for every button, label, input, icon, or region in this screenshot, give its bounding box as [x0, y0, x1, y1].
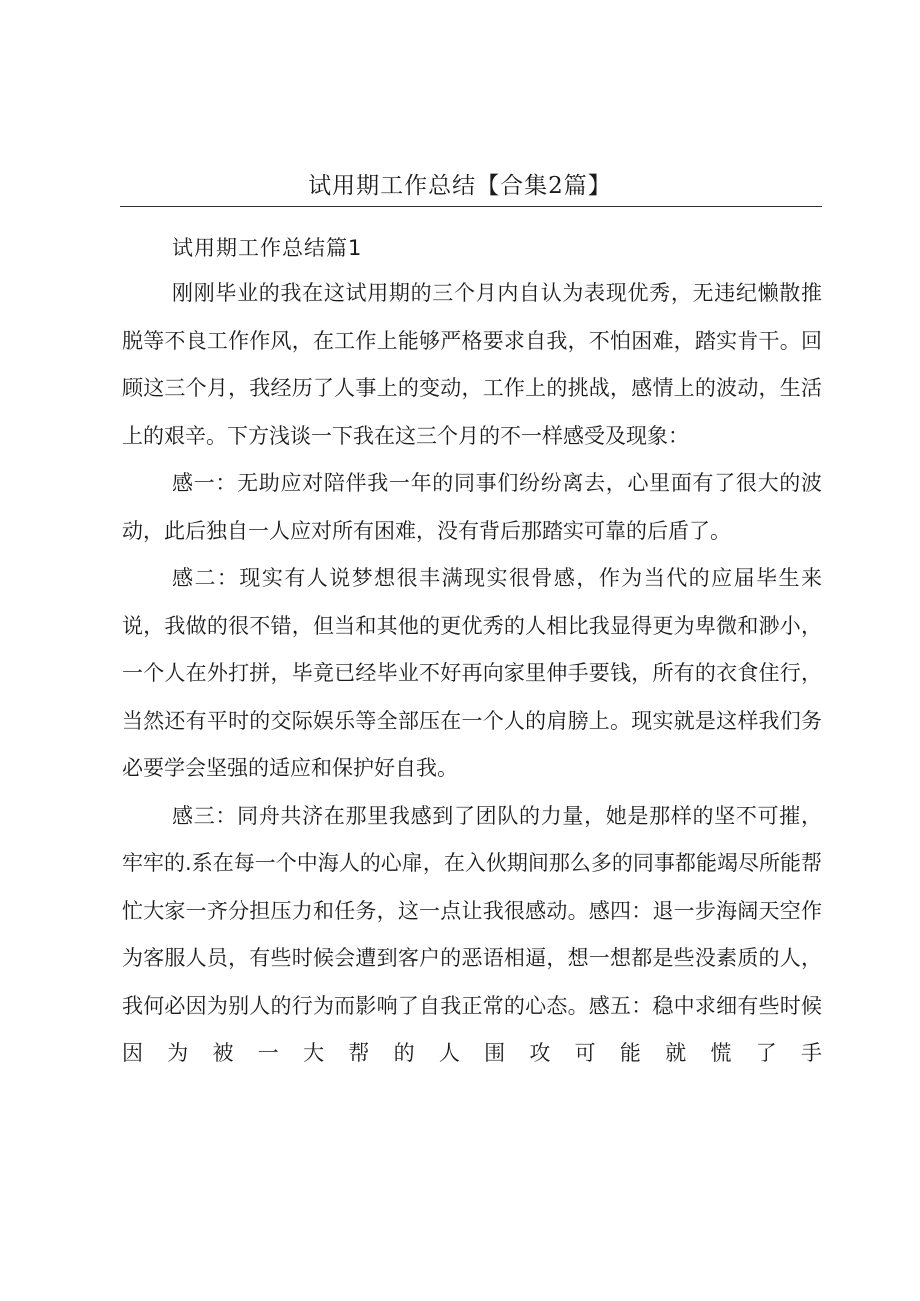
- title-underline: [120, 206, 822, 207]
- paragraph-feeling-one: 感一：无助应对陪伴我一年的同事们纷纷离去，心里面有了很大的波动，此后独自一人应对所有困难，没有背后那踏实可靠的后盾了。: [122, 471, 822, 543]
- paragraph-feeling-three-to-five: 感三：同舟共济在那里我感到了团队的力量，她是那样的坚不可摧，牢牢的.系在每一个中海人的心扉，在入伙期间那么多的同事都能竭尽所能帮忙大家一齐分担压力和任务，这一点让我很感动。感四：退一步海阔天空作为客服人员，有些时候会遭到客户的恶语相逼，想一想都是些没素质的人，我何必因为别人的行为而影响了自我正常的心态。感五：稳中求细有些时候因为被一大帮的人围攻可能就慌了手: [122, 803, 822, 1065]
- document-body: [122, 226, 822, 1078]
- paragraph-feeling-two: 感二：现实有人说梦想很丰满现实很骨感，作为当代的应届毕生来说，我做的很不错，但当和其他的更优秀的人相比我显得更为卑微和渺小，一个人在外打拼，毕竟已经毕业不好再向家里伸手要钱，所有的衣食住行，当然还有平时的交际娱乐等全部压在一个人的肩膀上。现实就是这样我们务必要学会坚强的适应和保护好自我。: [122, 566, 822, 780]
- paragraph-intro: 刚刚毕业的我在这试用期的三个月内自认为表现优秀，无违纪懒散推脱等不良工作作风，在工作上能够严格要求自我，不怕困难，踏实肯干。回顾这三个月，我经历了人事上的变动，工作上的挑战，感情上的波动，生活上的艰辛。下方浅谈一下我在这三个月的不一样感受及现象：: [122, 281, 822, 448]
- document-title: 试用期工作总结【合集2篇】: [308, 173, 612, 199]
- section-heading: 试用期工作总结篇1: [172, 236, 363, 260]
